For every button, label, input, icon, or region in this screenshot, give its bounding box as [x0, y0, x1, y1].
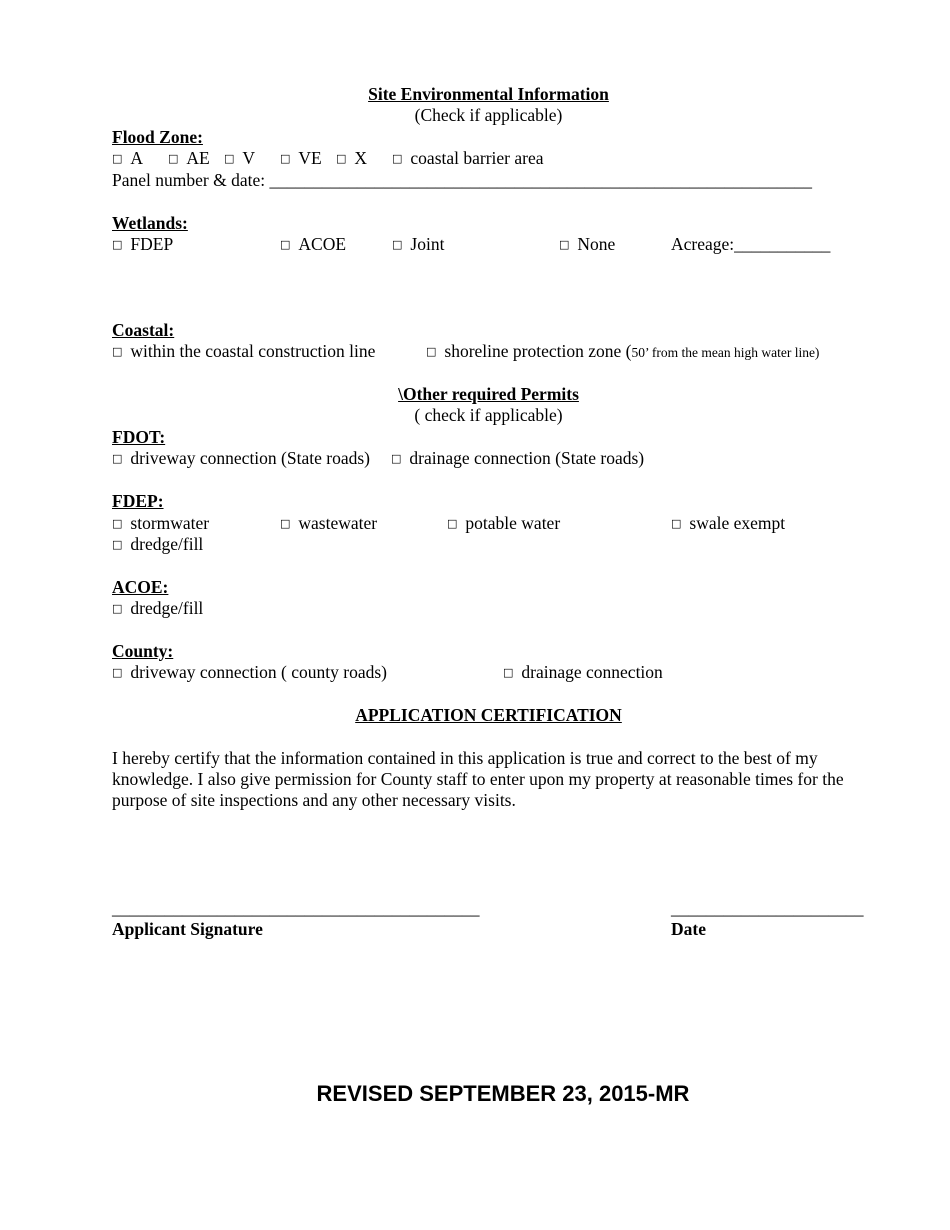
- wetlands-none-checkbox[interactable]: □ None: [559, 234, 616, 254]
- checkbox-icon: □: [391, 452, 402, 465]
- other-permits-subtitle: ( check if applicable): [414, 405, 563, 425]
- fdot-label: FDOT:: [112, 427, 166, 447]
- revision-footer: REVISED SEPTEMBER 23, 2015-MR: [316, 1081, 690, 1106]
- checkbox-icon: □: [503, 666, 514, 679]
- checkbox-icon: □: [168, 152, 179, 165]
- flood-zone-ve-checkbox[interactable]: □ VE: [280, 148, 322, 168]
- flood-zone-label: Flood Zone:: [112, 127, 203, 147]
- checkbox-icon: □: [336, 152, 347, 165]
- checkbox-icon: □: [392, 152, 403, 165]
- acreage-row: [671, 234, 830, 255]
- checkbox-icon: □: [392, 238, 403, 251]
- wetlands-fdep-checkbox[interactable]: □ FDEP: [112, 234, 174, 254]
- date-label: Date: [671, 919, 706, 939]
- fdep-stormwater-checkbox[interactable]: □ stormwater: [112, 513, 210, 533]
- acreage-label: Acreage:: [671, 234, 735, 254]
- signature-line[interactable]: __________________________________________: [112, 898, 480, 918]
- fdep-swale-exempt-checkbox[interactable]: □ swale exempt: [671, 513, 786, 533]
- checkbox-icon: □: [112, 238, 123, 251]
- date-line[interactable]: ______________________: [671, 898, 864, 918]
- wetlands-acoe-checkbox[interactable]: □ ACOE: [280, 234, 347, 254]
- checkbox-icon: □: [112, 345, 123, 358]
- coastal-construction-line-checkbox[interactable]: □ within the coastal construction line: [112, 341, 376, 361]
- fdep-dredge-fill-checkbox[interactable]: □ dredge/fill: [112, 534, 204, 554]
- checkbox-icon: □: [559, 238, 570, 251]
- certification-text: I hereby certify that the information contained in this application is true and correct to the best of my knowledge. I also give permission for County staff to enter upon my property at reasonable times for the purpose of site inspections and any other necessary visits.: [112, 748, 844, 810]
- signature-label: Applicant Signature: [112, 919, 263, 939]
- fdep-label: FDEP:: [112, 491, 164, 511]
- shoreline-note: 50’ from the mean high water line): [631, 345, 820, 360]
- fdot-drainage-checkbox[interactable]: □ drainage connection (State roads): [391, 448, 645, 468]
- flood-zone-ae-checkbox[interactable]: □ AE: [168, 148, 210, 168]
- coastal-label: Coastal:: [112, 320, 175, 340]
- checkbox-icon: □: [112, 517, 123, 530]
- county-drainage-checkbox[interactable]: □ drainage connection: [503, 662, 663, 682]
- wetlands-label: Wetlands:: [112, 213, 188, 233]
- checkbox-icon: □: [280, 152, 291, 165]
- county-label: County:: [112, 641, 174, 661]
- panel-number-field[interactable]: ______________________________________________________________: [269, 170, 812, 190]
- flood-zone-x-checkbox[interactable]: □ X: [336, 148, 368, 168]
- flood-zone-v-checkbox[interactable]: □ V: [224, 148, 256, 168]
- panel-number-label: Panel number & date:: [112, 170, 266, 190]
- flood-zone-coastal-barrier-checkbox[interactable]: □ coastal barrier area: [392, 148, 544, 168]
- other-permits-title: \Other required Permits: [398, 384, 579, 404]
- checkbox-icon: □: [112, 152, 123, 165]
- acoe-dredge-fill-checkbox[interactable]: □ dredge/fill: [112, 598, 204, 618]
- checkbox-icon: □: [447, 517, 458, 530]
- checkbox-icon: □: [112, 538, 123, 551]
- checkbox-icon: □: [426, 345, 437, 358]
- fdep-wastewater-checkbox[interactable]: □ wastewater: [280, 513, 378, 533]
- flood-zone-a-checkbox[interactable]: □ A: [112, 148, 144, 168]
- fdot-driveway-checkbox[interactable]: □ driveway connection (State roads): [112, 448, 370, 468]
- county-driveway-checkbox[interactable]: □ driveway connection ( county roads): [112, 662, 387, 682]
- checkbox-icon: □: [280, 238, 291, 251]
- shoreline-protection-checkbox[interactable]: □ shoreline protection zone (50’ from the mean high water line): [426, 341, 820, 361]
- wetlands-joint-checkbox[interactable]: □ Joint: [392, 234, 445, 254]
- checkbox-icon: □: [671, 517, 682, 530]
- checkbox-icon: □: [280, 517, 291, 530]
- acoe-label: ACOE:: [112, 577, 169, 597]
- checkbox-icon: □: [112, 666, 123, 679]
- certification-title: APPLICATION CERTIFICATION: [355, 705, 622, 725]
- checkbox-icon: □: [112, 452, 123, 465]
- checkbox-icon: □: [112, 602, 123, 615]
- panel-number-row: [112, 170, 812, 191]
- site-env-subtitle: (Check if applicable): [414, 105, 563, 125]
- checkbox-icon: □: [224, 152, 235, 165]
- site-env-title: Site Environmental Information: [368, 84, 609, 104]
- fdep-potable-water-checkbox[interactable]: □ potable water: [447, 513, 561, 533]
- acreage-field[interactable]: ___________: [734, 234, 831, 254]
